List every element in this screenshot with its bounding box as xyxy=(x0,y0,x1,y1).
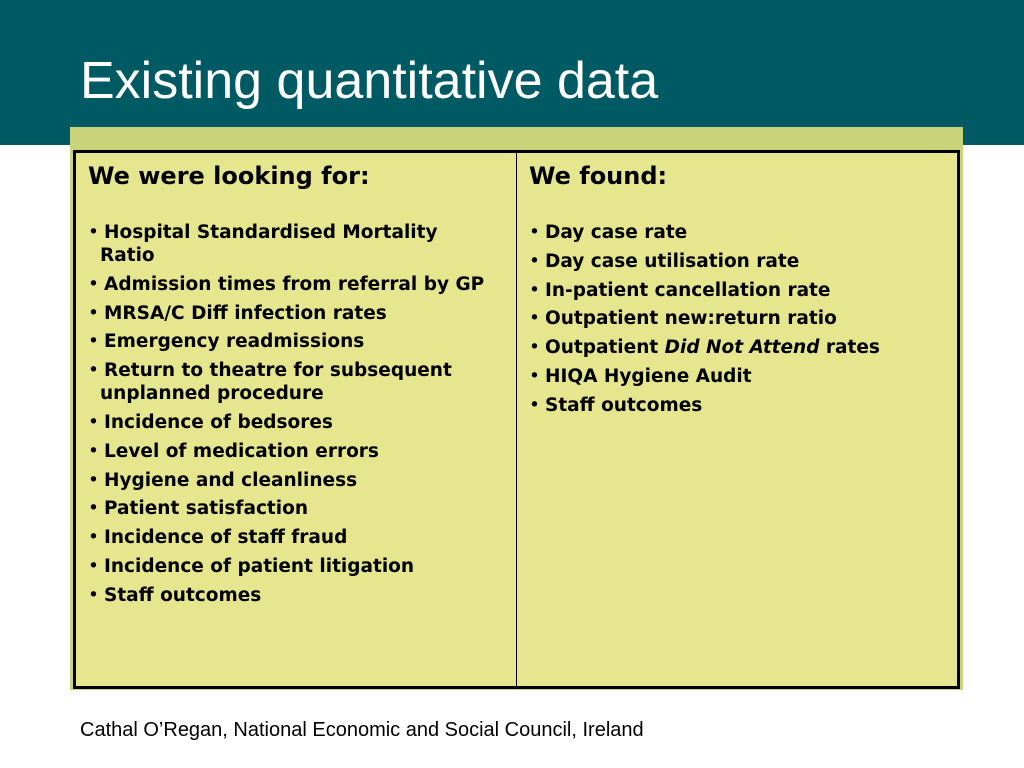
bullet: • xyxy=(88,555,99,577)
list-item xyxy=(88,359,504,405)
bullet: • xyxy=(88,469,99,491)
bullet: • xyxy=(88,273,99,295)
list-item xyxy=(88,411,504,434)
list-item-text: Hygiene and cleanliness xyxy=(104,469,358,491)
list-item xyxy=(529,336,945,359)
bullet: • xyxy=(88,331,99,353)
bullet: • xyxy=(88,411,99,433)
bullet: • xyxy=(88,527,99,549)
list-item-text-continued: Ratio xyxy=(100,245,155,266)
list-item-text: MRSA/C Diff infection rates xyxy=(104,302,387,324)
bullet: • xyxy=(529,394,540,416)
bullet: • xyxy=(529,308,540,330)
list-item-text: In-patient cancellation rate xyxy=(545,279,831,301)
list-item-text-suffix: rates xyxy=(819,337,880,359)
bullet: • xyxy=(529,279,540,301)
list-item xyxy=(88,302,504,325)
list-item xyxy=(88,526,504,549)
list-item-text: Day case rate xyxy=(545,222,688,243)
list-item xyxy=(529,279,945,302)
list-item-text: Level of medication errors xyxy=(104,440,379,462)
list-item-text: Admission times from referral by GP xyxy=(104,273,485,295)
footer-credit: Cathal O’Regan, National Economic and Social Council, Ireland xyxy=(80,719,644,741)
list-item xyxy=(529,365,945,388)
list-item xyxy=(529,394,945,417)
comparison-table xyxy=(73,150,960,689)
looking-for-list xyxy=(88,221,504,607)
looking-for-column xyxy=(76,153,517,686)
list-item-text: Staff outcomes xyxy=(545,394,703,416)
list-item-text: Hospital Standardised Mortality xyxy=(104,222,438,243)
list-item xyxy=(88,584,504,607)
list-item-text: Day case utilisation rate xyxy=(545,250,800,272)
looking-for-heading: We were looking for: xyxy=(88,162,370,190)
bullet: • xyxy=(529,250,540,272)
list-item-text: Patient satisfaction xyxy=(104,498,308,520)
list-item-text-continued: unplanned procedure xyxy=(100,383,324,405)
bullet: • xyxy=(529,222,540,243)
list-item-text: Incidence of staff fraud xyxy=(104,527,348,549)
found-column xyxy=(517,153,957,686)
found-heading: We found: xyxy=(529,162,668,190)
list-item-text: Return to theatre for subsequent xyxy=(104,360,452,382)
bullet: • xyxy=(88,302,99,324)
bullet: • xyxy=(88,498,99,520)
list-item-text: Outpatient new:return ratio xyxy=(545,308,837,330)
list-item-text: Staff outcomes xyxy=(104,584,262,606)
found-list xyxy=(529,221,945,417)
bullet: • xyxy=(88,584,99,606)
list-item xyxy=(88,469,504,492)
list-item-text: Incidence of patient litigation xyxy=(104,555,415,577)
list-item xyxy=(529,250,945,273)
list-item-text: Emergency readmissions xyxy=(104,331,365,353)
slide-title: Existing quantitative data xyxy=(80,52,659,110)
bullet: • xyxy=(88,360,99,382)
list-item xyxy=(88,555,504,578)
list-item-text: Outpatient xyxy=(545,337,665,359)
bullet: • xyxy=(88,440,99,462)
list-item xyxy=(88,440,504,463)
list-item-text: HIQA Hygiene Audit xyxy=(545,365,752,387)
list-item xyxy=(88,330,504,353)
bullet: • xyxy=(88,222,99,243)
list-item xyxy=(88,497,504,520)
list-item-text: Incidence of bedsores xyxy=(104,411,333,433)
bullet: • xyxy=(529,365,540,387)
list-item xyxy=(88,273,504,296)
bullet: • xyxy=(529,337,540,359)
list-item xyxy=(88,221,504,267)
list-item xyxy=(529,307,945,330)
list-item-emphasis: Did Not Attend xyxy=(664,337,820,359)
list-item xyxy=(529,221,945,244)
